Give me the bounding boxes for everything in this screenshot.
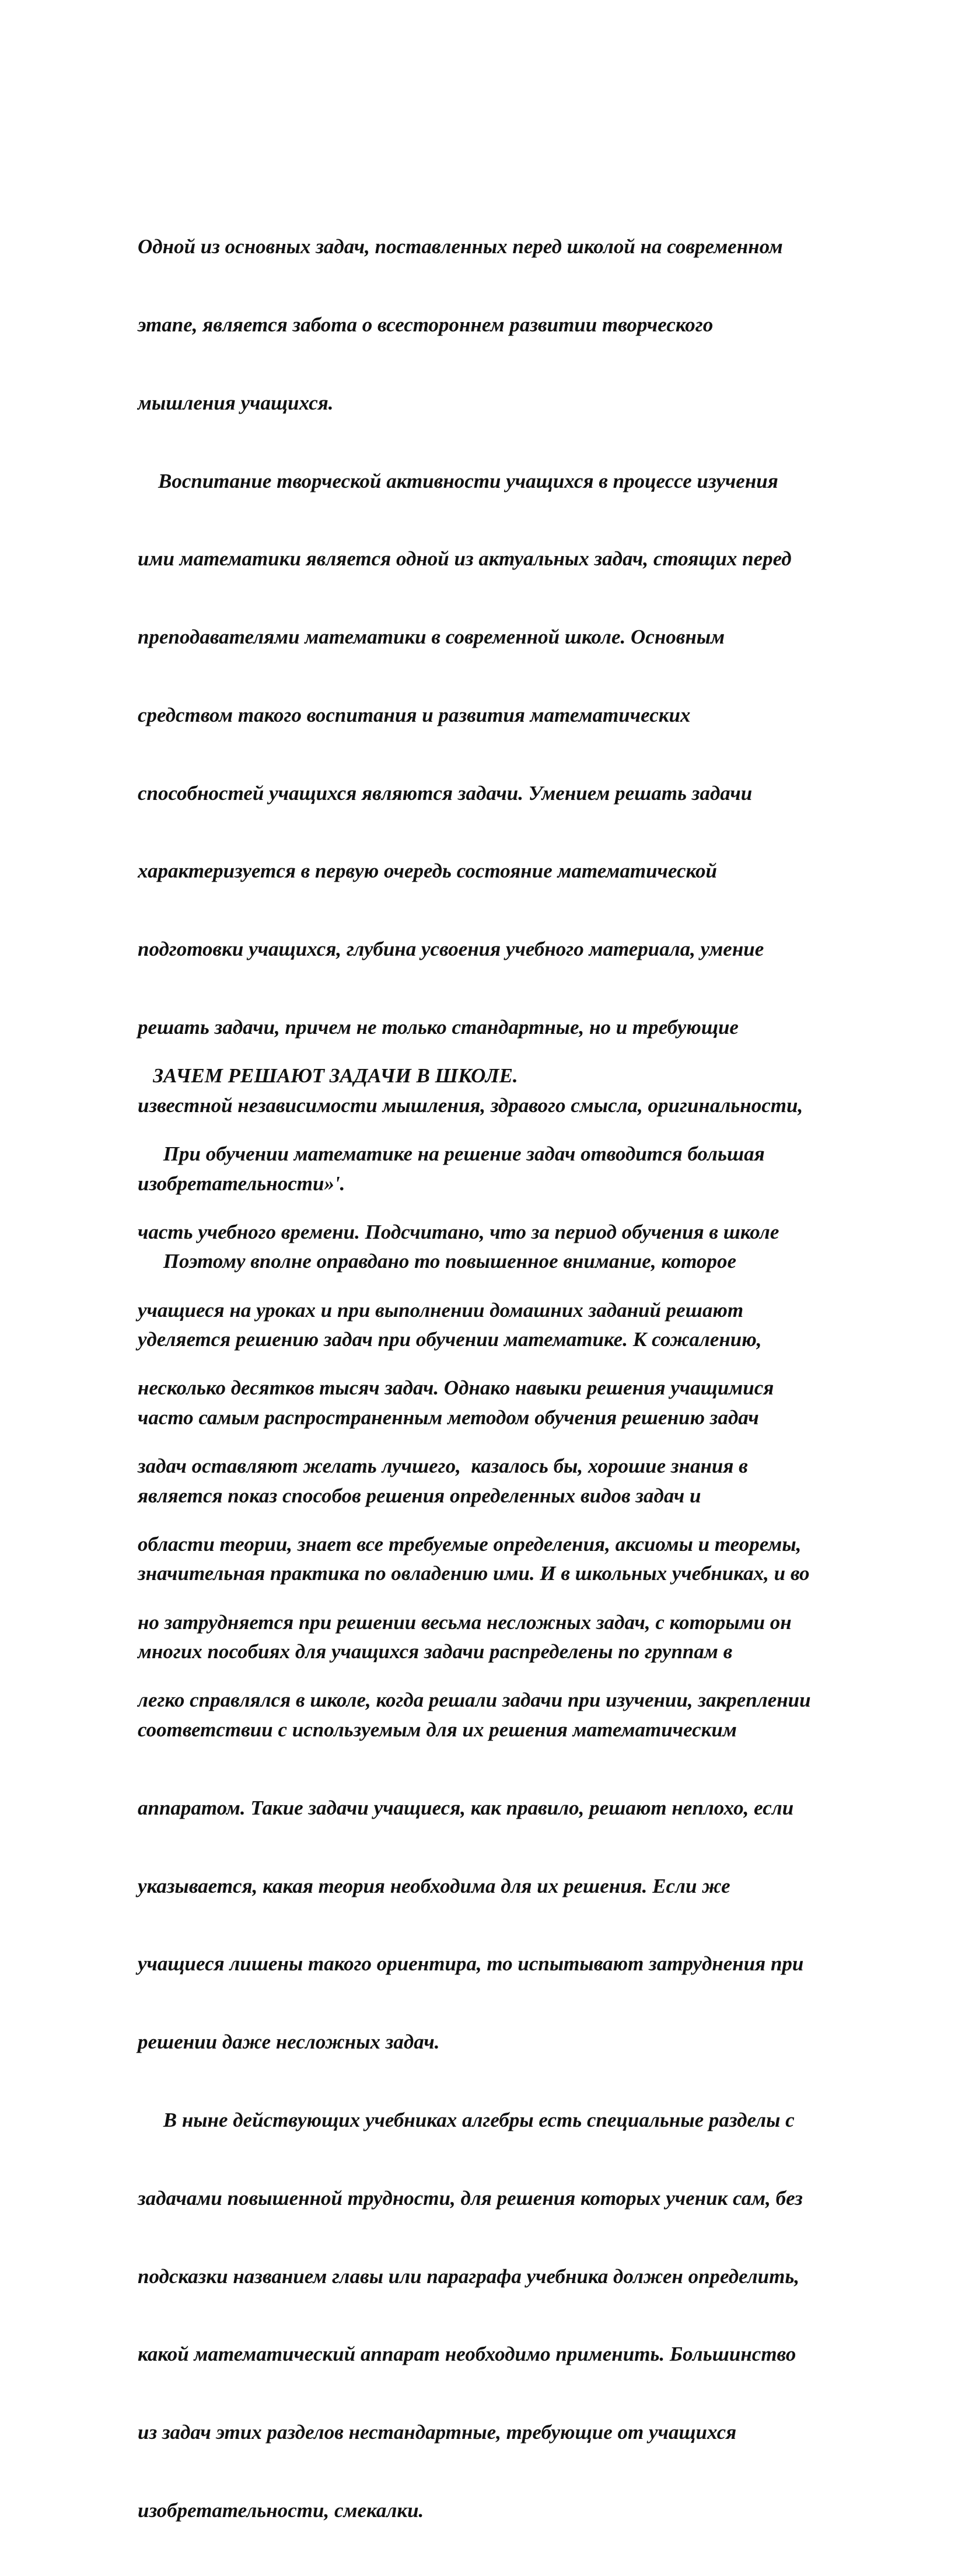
text-line: способностей учащихся являются задачи. Умением решать задачи [138,781,753,805]
text-line: решении даже несложных задач. [138,2030,440,2054]
text-line: При обучении математике на решение задач отводится большая [138,1142,765,1165]
text-line: решать задачи, причем не только стандартные, но и требующие [138,1016,739,1039]
text-line: уделяется решению задач при обучении математике. К сожалению, [138,1328,762,1351]
text-line: несколько десятков тысяч задач. Однако навыки решения учащимися [138,1376,774,1400]
text-line: указывается, какая теория необходима для их решения. Если же [138,1874,730,1897]
text-line: Воспитание творческой активности учащихся в процессе изучения [138,469,778,492]
text-line: изобретательности, смекалки. [138,2498,424,2522]
text-line: известной независимости мышления, здравого смысла, оригинальности, [138,1093,803,1117]
text-line: средством такого воспитания и развития математических [138,703,691,726]
section-heading: ЗАЧЕМ РЕШАЮТ ЗАДАЧИ В ШКОЛЕ. [138,1064,518,1088]
text-line: многих пособиях для учащихся задачи распределены по группам в [138,1640,733,1663]
text-line: характеризуется в первую очередь состояние математической [138,859,717,883]
text-line: Поэтому вполне оправдано то повышенное внимание, которое [138,1250,737,1273]
text-line: этапе, является забота о всестороннем развитии творческого [138,313,714,336]
text-line: часть учебного времени. Подсчитано, что за период обучения в школе [138,1220,779,1243]
text-line: области теории, знает все требуемые определения, аксиомы и теоремы, [138,1532,802,1556]
text-line: ими математики является одной из актуальных задач, стоящих перед [138,547,792,571]
text-line: но затрудняется при решении весьма несложных задач, с которыми он [138,1610,792,1634]
text-line: задач оставляют желать лучшего, казалось бы, хорошие знания в [138,1455,748,1478]
text-line: преподавателями математики в современной школе. Основным [138,625,725,649]
text-line: значительная практика по овладению ими. И в школьных учебниках, и во [138,1562,810,1585]
text-line: изобретательности»'. [138,1172,345,1195]
text-line: какой математический аппарат необходимо применить. Большинство [138,2343,796,2366]
text-line: учащиеся на уроках и при выполнении домашних заданий решают [138,1298,744,1322]
text-line: легко справлялся в школе, когда решали задачи при изучении, закреплении [138,1689,811,1712]
text-line: учащиеся лишены такого ориентира, то испытывают затруднения при [138,1952,804,1976]
text-line: из задач этих разделов нестандартные, требующие от учащихся [138,2421,737,2444]
text-line: задачами повышенной трудности, для решения которых ученик сам, без [138,2186,803,2210]
text-line: Одной из основных задач, поставленных перед школой на современном [138,235,783,258]
text-line: В ныне действующих учебниках алгебры есть специальные разделы с [138,2108,795,2131]
text-line: соответствии с используемым для их решения математическим [138,1718,737,1742]
text-line: мышления учащихся. [138,391,334,414]
text-line: является показ способов решения определенных видов задач и [138,1484,701,1507]
text-line: подсказки названием главы или параграфа учебника должен определить, [138,2264,800,2288]
text-line: аппаратом. Такие задачи учащиеся, как правило, решают неплохо, если [138,1796,794,1819]
text-line: подготовки учащихся, глубина усвоения учебного материала, умение [138,938,764,961]
text-line: часто самым распространенным методом обучения решению задач [138,1406,759,1429]
section-why-solve-problems [138,1011,908,1766]
